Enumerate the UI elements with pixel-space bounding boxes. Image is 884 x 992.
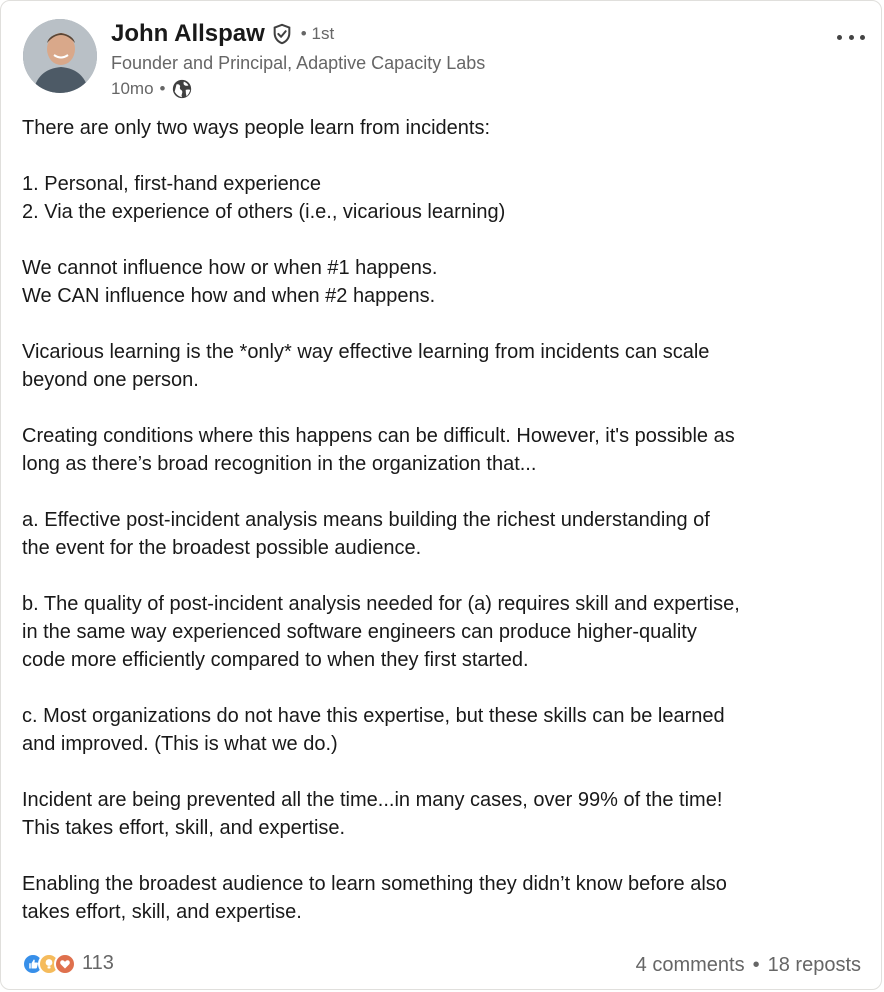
meta-separator: •: [159, 79, 166, 98]
author-name-row: [111, 20, 334, 48]
post-paragraph: We cannot influence how or when #1 happens. We CAN influence how and when #2 happens.: [22, 257, 438, 307]
post-paragraph: a. Effective post-incident analysis means building the richest understanding of the event for the broadest possible audience.: [22, 509, 710, 559]
post-paragraph: Vicarious learning is the *only* way effective learning from incidents can scale beyond one person.: [22, 341, 710, 391]
verified-shield-icon: [271, 23, 293, 45]
stats-separator: •: [752, 954, 760, 976]
reaction-icons: [22, 953, 76, 975]
post-paragraph: Creating conditions where this happens can be difficult. However, it's possible as long as there’s broad recognition in the organization that...: [22, 425, 735, 475]
post-meta: [111, 78, 193, 100]
post-paragraph: Incident are being prevented all the time...in many cases, over 99% of the time! This takes effort, skill, and expertise.: [22, 789, 723, 839]
reactions-summary[interactable]: [22, 952, 114, 975]
more-dot: [860, 35, 865, 40]
reposts-link[interactable]: 18 reposts: [767, 954, 861, 976]
reaction-count[interactable]: 113: [82, 952, 114, 974]
post-paragraph: Enabling the broadest audience to learn something they didn’t know before also takes effort, skill, and expertise.: [22, 873, 727, 923]
author-headline: Founder and Principal, Adaptive Capacity Labs: [111, 53, 486, 73]
post-time[interactable]: 10mo: [111, 79, 154, 98]
globe-icon: [171, 78, 193, 100]
connection-degree: [301, 24, 334, 44]
post-paragraph: 1. Personal, first-hand experience 2. Via the experience of others (i.e., vicarious learning): [22, 173, 506, 223]
author-avatar[interactable]: [23, 19, 97, 93]
post-paragraph: There are only two ways people learn from incidents:: [22, 117, 491, 139]
post-paragraph: b. The quality of post-incident analysis needed for (a) requires skill and expertise, in the same way experienced software engineers can produce higher-quality code more efficiently compared to when they first started.: [22, 593, 740, 671]
comments-link[interactable]: 4 comments: [635, 954, 745, 976]
degree-label: 1st: [311, 24, 335, 43]
degree-separator: •: [300, 24, 307, 43]
more-options-icon[interactable]: [837, 27, 865, 47]
more-dot: [837, 35, 842, 40]
post-body: [22, 114, 867, 926]
love-reaction-icon: [54, 953, 76, 975]
avatar-photo-icon: [23, 19, 97, 93]
more-dot: [849, 35, 854, 40]
author-name[interactable]: John Allspaw: [111, 20, 265, 47]
post-paragraph: c. Most organizations do not have this expertise, but these skills can be learned and improved. (This is what we do.): [22, 705, 725, 755]
engagement-stats: [636, 954, 861, 977]
